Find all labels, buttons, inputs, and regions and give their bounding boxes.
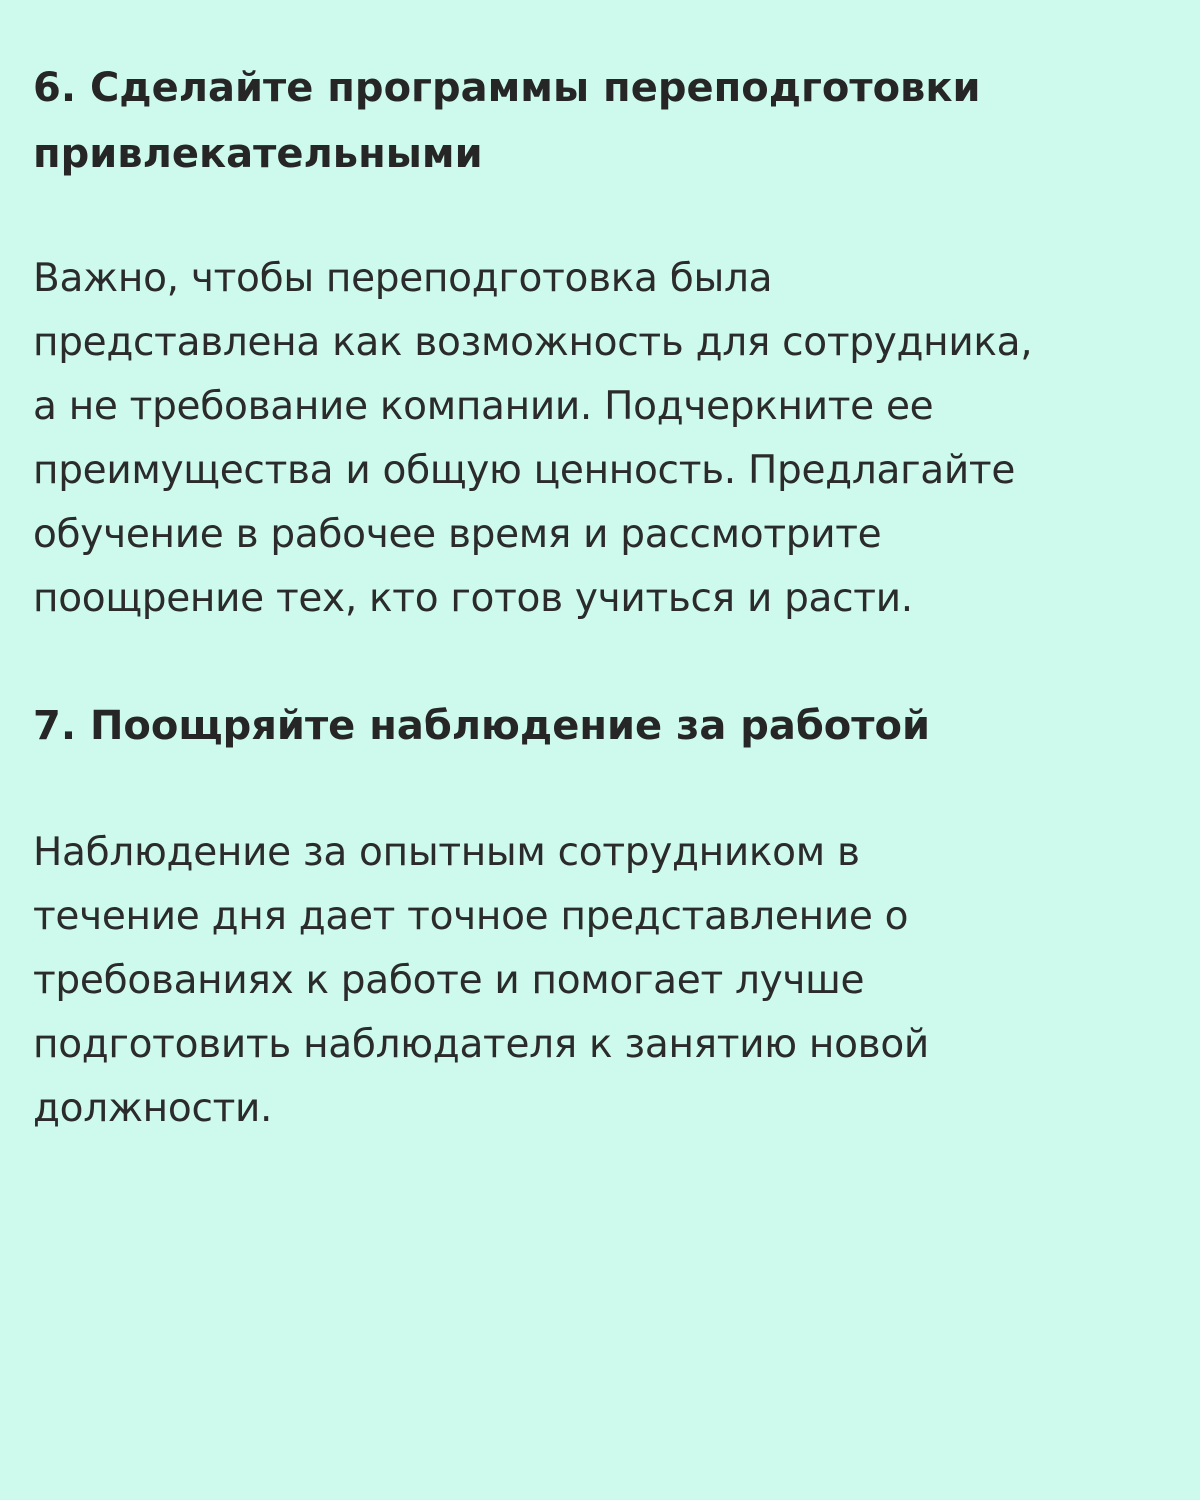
body-line: течение дня дает точное представление о: [33, 894, 909, 939]
body-line: подготовить наблюдателя к занятию новой: [33, 1022, 929, 1067]
body-line: представлена как возможность для сотрудника,: [33, 320, 1033, 365]
body-line: поощрение тех, кто готов учиться и расти.: [33, 576, 913, 621]
body-line: Наблюдение за опытным сотрудником в: [33, 830, 860, 875]
section-7-heading: [33, 693, 1160, 759]
section-6-heading: [33, 55, 1160, 187]
heading-line: 7. Поощряйте наблюдение за работой: [33, 703, 930, 749]
body-line: обучение в рабочее время и рассмотрите: [33, 512, 882, 557]
heading-line: привлекательными: [33, 131, 483, 177]
section-7-body: [33, 821, 1160, 1141]
body-line: должности.: [33, 1086, 273, 1131]
body-line: а не требование компании. Подчеркните ее: [33, 384, 934, 429]
section-6-body: [33, 247, 1160, 631]
body-line: требованиях к работе и помогает лучше: [33, 958, 865, 1003]
body-line: преимущества и общую ценность. Предлагайте: [33, 448, 1016, 493]
body-line: Важно, чтобы переподготовка была: [33, 256, 773, 301]
heading-line: 6. Сделайте программы переподготовки: [33, 65, 981, 111]
